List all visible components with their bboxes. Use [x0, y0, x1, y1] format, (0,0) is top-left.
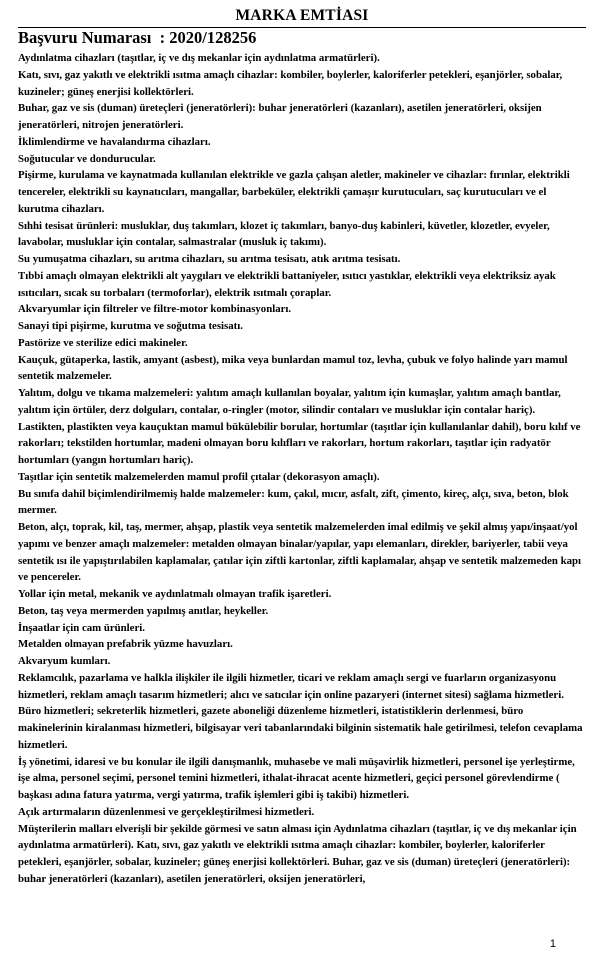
- application-number-value: : 2020/128256: [151, 28, 257, 47]
- document-title: MARKA EMTİASI: [235, 7, 369, 24]
- goods-services-item: Yalıtım, dolgu ve tıkama malzemeleri: yalıtım amaçlı kullanılan boyalar, yalıtım için kumaşlar, yalıtım amaçlı bantlar, yalıtım için örtüler, derz dolguları, contalar, o-ringler (motor, silindir contaları ve musluklar için contalar hariç).: [18, 387, 561, 416]
- goods-services-item: Akvaryum kumları.: [18, 655, 111, 667]
- goods-services-item: Yollar için metal, mekanik ve aydınlatmalı olmayan trafik işaretleri.: [18, 588, 332, 600]
- goods-services-item: Su yumuşatma cihazları, su arıtma cihazları, su arıtma tesisatı, atık arıtma tesisatı.: [18, 253, 401, 265]
- goods-services-item: Buhar, gaz ve sis (duman) üreteçleri (jeneratörleri): buhar jeneratörleri (kazanları), asetilen jeneratörleri, oksijen jeneratörleri, nitrojen jeneratörleri.: [18, 102, 542, 131]
- page-number: 1: [549, 938, 556, 950]
- application-number-line: [18, 28, 586, 48]
- goods-services-item: Soğutucular ve dondurucular.: [18, 152, 156, 165]
- goods-services-item: Büro hizmetleri; sekreterlik hizmetleri, gazete aboneliği düzenleme hizmetleri, istatistiklerin derlenmesi, büro makinelerinin kiralanması hizmetleri, bilgisayar veri tabanlarındaki bilginin sistematik hale getirilmesi, telefon cevaplama hizmetleri.: [18, 705, 583, 751]
- goods-services-list: [18, 50, 586, 888]
- goods-services-item: Reklamcılık, pazarlama ve halkla ilişkiler ile ilgili hizmetler, ticari ve reklam amaçlı sergi ve fuarların organizasyonu hizmetleri, reklam amaçlı tasarım hizmetleri; alıcı ve satıcılar için online pazaryeri (internet sitesi) sağlama hizmetleri.: [18, 671, 564, 701]
- application-number-label: Başvuru Numarası: [18, 28, 152, 47]
- goods-services-item: Pişirme, kurulama ve kaynatmada kullanılan elektrikle ve gazla çalışan aletler, makineler ve cihazlar: fırınlar, elektrikli tencereler, elektrikli su kaynatıcıları, mangallar, barbeküler, elektrikli çamaşır kurutucuları, saç kurutucuları ve el kurutma cihazları.: [18, 169, 570, 215]
- goods-services-item: Aydınlatma cihazları (taşıtlar, iç ve dış mekanlar için aydınlatma armatürleri).: [18, 52, 380, 64]
- goods-services-item: Kauçuk, gütaperka, lastik, amyant (asbest), mika veya bunlardan mamul toz, levha, çubuk ve folyo halinde yarı mamul sentetik malzemeler.: [18, 353, 568, 383]
- goods-services-item: Lastikten, plastikten veya kauçuktan mamul bükülebilir borular, hortumlar (taşıtlar için kullanılanlar dahil), boru kılıf ve rakorları; tekstilden hortumlar, madeni olmayan boru kılıfları ve rakorları, hortum rakorları, taşıtlar için radyatör hortumları (yangın hortumları hariç).: [18, 420, 581, 466]
- goods-services-item: İklimlendirme ve havalandırma cihazları.: [18, 135, 211, 148]
- goods-services-item: Metalden olmayan prefabrik yüzme havuzları.: [18, 638, 233, 651]
- goods-services-item: İnşaatlar için cam ürünleri.: [18, 621, 145, 634]
- goods-services-item: Taşıtlar için sentetik malzemelerden mamul profil çıtalar (dekorasyon amaçlı).: [18, 470, 380, 483]
- goods-services-item: İş yönetimi, idaresi ve bu konular ile ilgili danışmanlık, muhasebe ve mali müşavirlik hizmetleri, personel işe yerleştirme, işe alma, personel seçimi, personel temini hizmetleri, ithalat-ihracat acente hizmetleri, geçici personel görevlendirme ( başkası adına fatura yatırma, vergi yatırma, trafik işlemleri gibi iş takibi) hizmetleri.: [18, 755, 575, 801]
- goods-services-item: Beton, alçı, toprak, kil, taş, mermer, ahşap, plastik veya sentetik malzemelerden imal edilmiş ve şekil almış yapı/inşaat/yol yapımı ve benzer amaçlı malzemeler: metalden olmayan binalar/yapılar, yapı elemanları, direkler, bariyerler, tabii veya sentetik ısı ile yapıştırılabilen kaplamalar, çatılar için ziftli kartonlar, ziftli kaplamalar, ahşap ve sentetik malzemeden kapı ve pencereler.: [18, 521, 582, 584]
- goods-services-item: Beton, taş veya mermerden yapılmış anıtlar, heykeller.: [18, 604, 269, 617]
- goods-services-item: Sıhhi tesisat ürünleri: musluklar, duş takımları, klozet iç takımları, banyo-duş kabinleri, küvetler, klozetler, evyeler, lavabolar, musluklar için contalar, salmastralar (musluk iç takımı).: [18, 219, 550, 249]
- goods-services-item: Bu sınıfa dahil biçimlendirilmemiş halde malzemeler: kum, çakıl, mıcır, asfalt, zift, çimento, kireç, alçı, sıva, beton, blok mermer.: [18, 487, 569, 517]
- goods-services-item: Açık artırmaların düzenlenmesi ve gerçekleştirilmesi hizmetleri.: [18, 805, 315, 818]
- goods-services-item: Katı, sıvı, gaz yakıtlı ve elektrikli ısıtma amaçlı cihazlar: kombiler, boylerler, kaloriferler petekleri, eşanjörler, sobalar, kuzineler; güneş enerjisi kollektörleri.: [18, 68, 563, 98]
- goods-services-item: Tıbbi amaçlı olmayan elektrikli alt yaygıları ve elektrikli battaniyeler, ısıtıcı yastıklar, elektrikli veya elektriksiz ayak ısıtıcıları, sıcak su torbaları (termoforlar), elektrik ısıtmalı çoraplar.: [18, 269, 556, 299]
- goods-services-item: Akvaryumlar için filtreler ve filtre-motor kombinasyonları.: [18, 303, 292, 316]
- goods-services-item: Pastörize ve sterilize edici makineler.: [18, 336, 188, 349]
- goods-services-item: Müşterilerin malları elverişli bir şekilde görmesi ve satın alması için Aydınlatma cihazları (taşıtlar, iç ve dış mekanlar için aydınlatma armatürleri). Katı, sıvı, gaz yakıtlı ve elektrikli ısıtma amaçlı cihazlar: kombiler, boylerler, kaloriferler petekleri, eşanjörler, sobalar, kuzineler; güneş enerjisi kollektörleri. Buhar, gaz ve sis (duman) üreteçleri (jeneratörleri): buhar jeneratörleri (kazanları), asetilen jeneratörleri, oksijen jeneratörleri,: [18, 822, 577, 885]
- goods-services-item: Sanayi tipi pişirme, kurutma ve soğutma tesisatı.: [18, 320, 243, 332]
